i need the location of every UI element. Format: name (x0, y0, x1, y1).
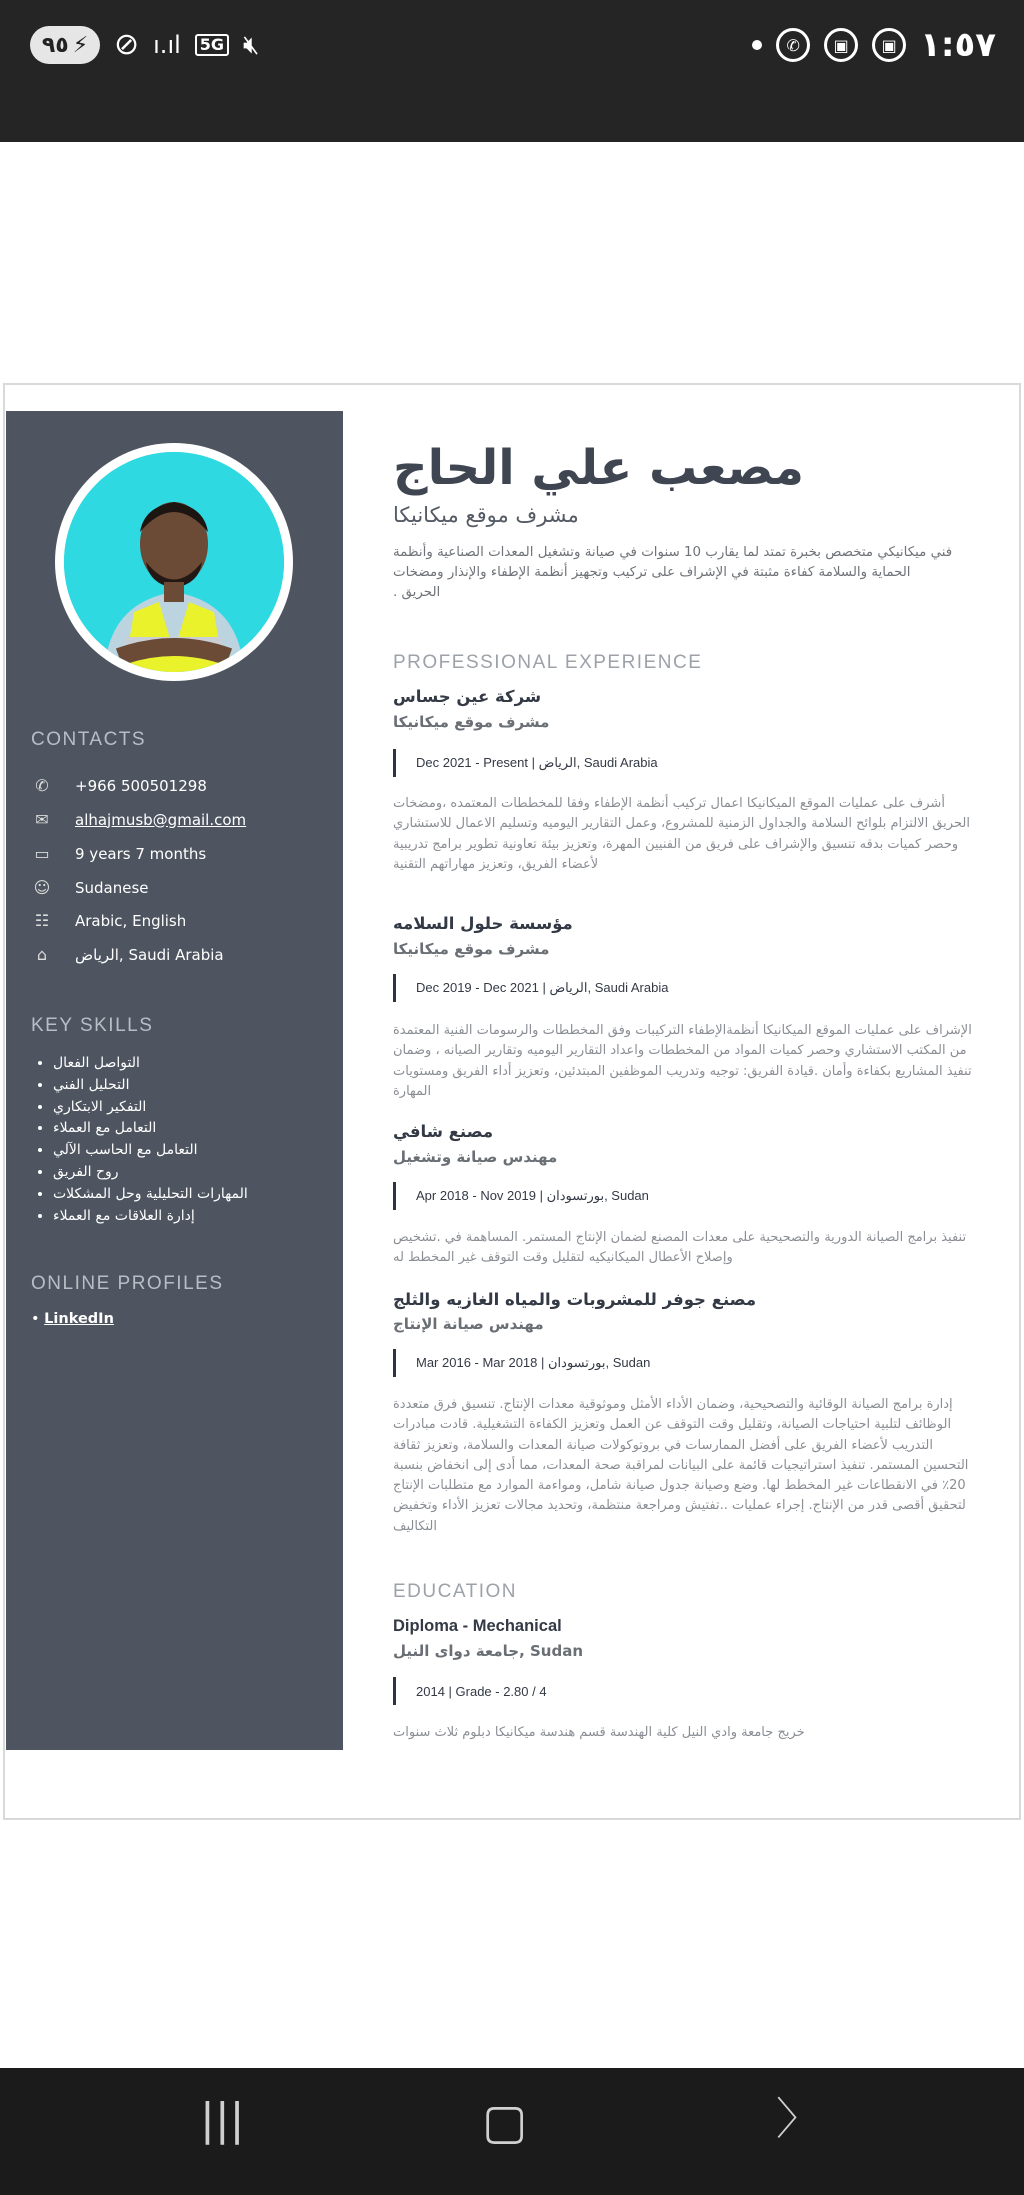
app-notification-icon-2: ▣ (872, 28, 906, 62)
home-icon: ⌂ (36, 945, 48, 964)
contacts-heading: CONTACTS (31, 729, 147, 750)
battery-level: ٩٥ (41, 32, 69, 58)
skill-item: • المهارات التحليلية وحل المشكلات (53, 1184, 248, 1206)
skill-item: • روح الفريق (53, 1162, 248, 1184)
skills-list (31, 1053, 248, 1227)
education-school: جامعة دواى النيل, Sudan (393, 1642, 584, 1660)
candidate-title: مشرف موقع ميكانيكا (393, 503, 579, 527)
job-company: مصنع شافي (393, 1122, 494, 1141)
contact-phone (31, 776, 207, 795)
system-navigation-bar (0, 2068, 1024, 2195)
job-dates: Dec 2019 - Dec 2021 | الرياض, Saudi Arabia (393, 974, 668, 1002)
candidate-name: مصعب علي الحاج (393, 440, 804, 496)
contact-email[interactable] (31, 810, 246, 829)
profile-photo (64, 452, 284, 672)
status-bar (0, 0, 1024, 142)
home-button[interactable]: ▢ (482, 2094, 528, 2150)
job-role: مهندس صيانة وتشغيل (393, 1148, 558, 1166)
job-role: مشرف موقع ميكانيكا (393, 940, 550, 958)
job-dates: Apr 2018 - Nov 2019 | بورتسودان, Sudan (393, 1182, 649, 1210)
skill-item: • التحليل الفني (53, 1075, 248, 1097)
contact-languages (31, 911, 186, 930)
job-role: مهندس صيانة الإنتاج (393, 1315, 544, 1333)
mail-icon: ✉ (35, 810, 49, 829)
online-profiles-heading: ONLINE PROFILES (31, 1273, 224, 1294)
profile-photo-frame (55, 443, 293, 681)
skill-item: • التعامل مع الحاسب الآلي (53, 1140, 248, 1162)
location-text: الرياض, Saudi Arabia (75, 945, 224, 964)
job-company: شركة عين جساس (393, 687, 542, 706)
nationality-text: Sudanese (75, 878, 149, 897)
key-skills-heading: KEY SKILLS (31, 1015, 154, 1036)
person-illustration (64, 452, 284, 672)
contact-experience (31, 844, 206, 863)
briefcase-icon: ▭ (34, 844, 50, 863)
phone-text: +966 500501298 (75, 776, 207, 795)
job-description: إدارة برامج الصيانة الوقائية والتصحيحية، وضمان الأداء الأمثل وموثوقية معدات الإنتاج. تنسيق فرق متعددة الوظائف لتلبية احتياجات الصيانة، وتقليل وقت التوقف عن العمل وتعزيز الكفاءة التشغيلية. قادت مبادرات التدريب لأعضاء الفريق على أفضل الممارسات في بروتوكولات صيانة المعدات والسلامة، وتعزيز ثقافة التحسين المستمر. تنفيذ استراتيجيات قائمة على البيانات لمراقبة صحة المعدات، مما أدى إلى انخفاض بنسبة 20٪ في الانقطاعات غير المخطط لها. وضع وصيانة جدول صيانة شامل، ومواءمة الموارد مع متطلبات الإنتاج لتحقيق أقصى قدر من الإنتاج. إجراء عمليات ..تفتيش ومراجعة منتظمة، وتحديد مجالات تعزيز الأداء وتخفيض التكاليف (393, 1397, 969, 1534)
job-company: مصنع جوفر للمشروبات والمياه الغازيه والثلج (393, 1290, 757, 1309)
do-not-disturb-icon: ⊘ (114, 27, 140, 62)
profile-summary: فني ميكانيكي متخصص بخبرة تمتد لما يقارب 10 سنوات في صيانة وتشغيل المعدات الصناعية وأنظمة الحماية والسلامة كفاءة مثبتة في الإشراف على تركيب وتجهيز أنظمة الإطفاء والإنذار ومضخات الحريق . (393, 545, 953, 600)
phone-icon: ✆ (35, 776, 49, 795)
network-type: 5G (195, 34, 229, 56)
mute-icon: 🔇︎ (243, 30, 260, 60)
education-year-grade: 2014 | Grade - 2.80 / 4 (393, 1677, 547, 1705)
app-notification-icon: ▣ (824, 28, 858, 62)
charging-icon: ⚡ (72, 32, 89, 58)
education-heading: EDUCATION (393, 1581, 517, 1602)
skill-item: • التعامل مع العملاء (53, 1118, 248, 1140)
job-description: أشرف على عمليات الموقع الميكانيكا اعمال تركيب أنظمة الإطفاء وفقا للمخططات المعتمده ،ومضخات الحريق الالتزام بلوائح السلامة والجداول الزمنية للمشروع، وعمل التقارير اليوميه وتسليم الاعمال للاستشاري وحصر كميات بدقه تنسيق والإشراف على فريق من الفنيين المهرة، وتعزيز بيئة تعاونية تطوير برامج تدريبية لأعضاء الفريق، وتعزيز مهاراتهم التقنية (393, 796, 970, 872)
clock: ١:٥٧ (920, 25, 996, 65)
recent-apps-button[interactable]: ||| (200, 2094, 245, 2145)
job-dates: Dec 2021 - Present | الرياض, Saudi Arabia (393, 749, 658, 777)
skill-item: • التواصل الفعال (53, 1053, 248, 1075)
skill-item: • إدارة العلاقات مع العملاء (53, 1206, 248, 1228)
signal-icon: ı.ıl (153, 31, 181, 59)
education-description: خريج جامعة وادي النيل كلية الهندسة قسم هندسة ميكانيكا دبلوم ثلاث سنوات (393, 1725, 805, 1740)
language-icon: ☷ (34, 911, 50, 930)
experience-heading: PROFESSIONAL EXPERIENCE (393, 652, 703, 673)
contact-nationality (31, 878, 149, 897)
education-degree: Diploma - Mechanical (393, 1617, 562, 1635)
resume-sidebar (6, 411, 343, 1750)
skill-item: • التفكير الابتكاري (53, 1097, 248, 1119)
languages-text: Arabic, English (75, 911, 187, 930)
linkedin-link[interactable]: LinkedIn (44, 1311, 114, 1327)
job-description: الإشراف على عمليات الموقع الميكانيكا أنظمةالإطفاء التركيبات وفق المخططات والرسومات الفنية المعتمدة من المكتب الاستشاري وحصر كميات المواد من المخططات واعداد التقارير اليوميه وتقارير الصيانه ، وضمان تنفيذ المشاريع بكفاءة وأمان .قيادة الفريق: توجيه وتدريب الموظفين المبتدئين، وتعزيز أداء الفريق ومستويات المهارة (393, 1023, 972, 1099)
email-link[interactable]: alhajmusb@gmail.com (75, 810, 247, 829)
linkedin-entry[interactable]: • LinkedIn (31, 1311, 114, 1327)
notification-dot-icon (752, 40, 762, 50)
back-button[interactable]: 〉 (776, 2094, 820, 2145)
job-company: مؤسسة حلول السلامه (393, 914, 573, 933)
battery-indicator (30, 26, 100, 64)
job-description: تنفيذ برامج الصيانة الدورية والتصحيحية على معدات المصنع لضمان الإنتاج المستمر. المساهمة في .تشخيص وإصلاح الأعطال الميكانيكيه لتقليل وقت التوقف غير المخطط له (393, 1230, 967, 1266)
job-role: مشرف موقع ميكانيكا (393, 713, 550, 731)
whatsapp-icon: ✆ (776, 28, 810, 62)
contact-location (31, 945, 224, 964)
experience-text: 9 years 7 months (75, 844, 207, 863)
person-icon: ☺ (33, 878, 51, 897)
job-dates: Mar 2016 - Mar 2018 | بورتسودان, Sudan (393, 1349, 650, 1377)
